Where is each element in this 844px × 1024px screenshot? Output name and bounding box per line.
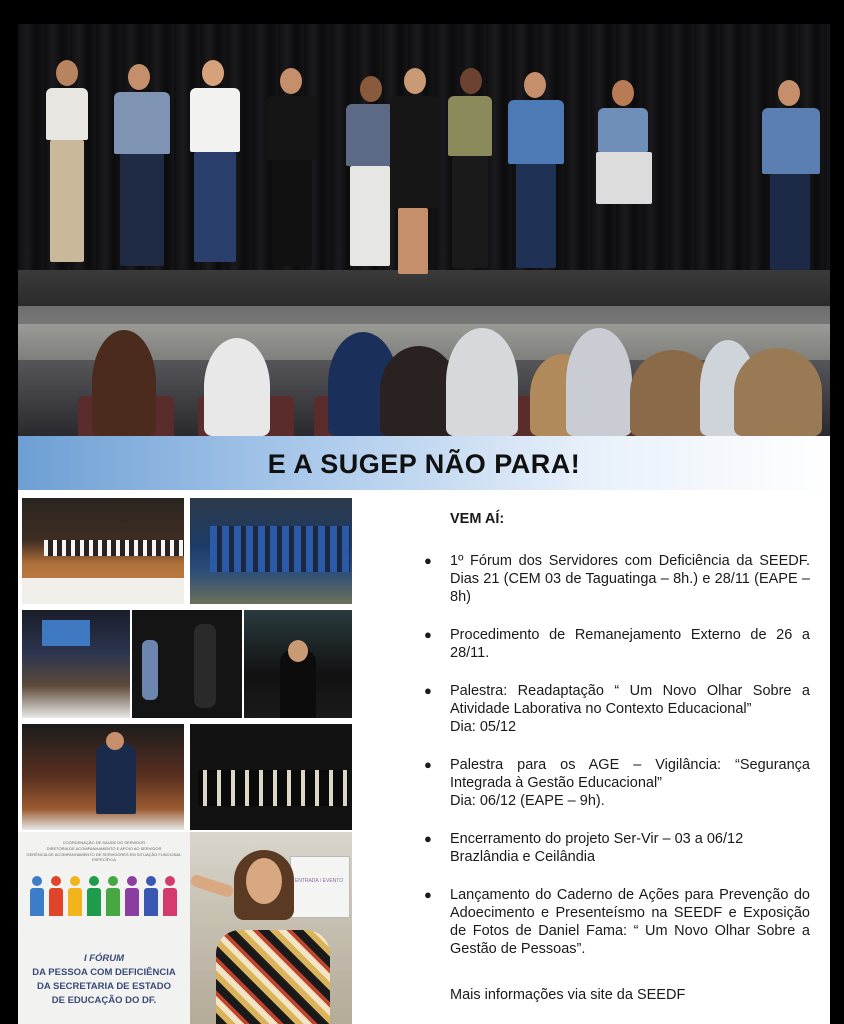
photo-tile (22, 724, 184, 830)
audience-member (446, 328, 518, 436)
announcement-list (420, 552, 810, 958)
entrance-sign: ENTRADA / EVENTO (294, 878, 344, 884)
stage-floor (18, 270, 830, 306)
item-text: Lançamento do Caderno de Ações para Prevenção do Adoecimento e Presenteísmo na SEEDF e Exposição de Fotos de Daniel Fama: “ Um Novo Olhar Sobre a Gestão de Pessoas”. (450, 887, 810, 957)
person-figure-icon (87, 876, 101, 916)
list-item (420, 756, 810, 810)
item-date: Dia: 06/12 (EAPE – 9h). (450, 793, 605, 809)
poster-line: DA SECRETARIA DE ESTADO (36, 981, 172, 992)
section-heading: VEM AÍ: (450, 511, 505, 527)
item-text: Encerramento do projeto Ser-Vir – 03 a 06/12 (450, 831, 744, 847)
person-figure-icon (125, 876, 139, 916)
audience-member (734, 348, 822, 436)
forum-poster (18, 832, 190, 1024)
woman-photo (190, 832, 352, 1024)
list-item (420, 886, 810, 958)
audience-member (204, 338, 270, 436)
photo-tile (22, 610, 130, 718)
poster-small-line: GERÊNCIA DE ACOMPANHAMENTO DE SERVIDORES EM SITUAÇÃO FUNCIONAL ESPECÍFICA (26, 852, 182, 862)
list-item (420, 830, 810, 866)
title-banner (18, 436, 830, 490)
person-figure-icon (144, 876, 158, 916)
photo-tile (22, 498, 184, 604)
bullet-icon: ● (424, 757, 432, 772)
more-info-text: Mais informações via site da SEEDF (450, 987, 686, 1003)
poster-small-line: DIRETORIA DE ACOMPANHAMENTO E APOIO AO SERVIDOR (46, 846, 162, 851)
audience-member (566, 328, 632, 436)
person-figure-icon (30, 876, 44, 916)
poster-forum: I FÓRUM (83, 953, 125, 964)
person-figure-icon (106, 876, 120, 916)
list-item (420, 682, 810, 736)
stage-photo (18, 24, 830, 436)
bullet-icon: ● (424, 683, 432, 698)
person-figure-icon (163, 876, 177, 916)
flyer-page (18, 24, 830, 1024)
item-text: 1º Fórum dos Servidores com Deficiência da SEEDF. Dias 21 (CEM 03 de Taguatinga – 8h.) e 28/11 (EAPE – 8h) (450, 553, 810, 605)
bullet-icon: ● (424, 831, 432, 846)
poster-line: DE EDUCAÇÃO DO DF. (51, 995, 157, 1006)
item-text: Palestra para os AGE – Vigilância: “Segurança Integrada à Gestão Educacional” (450, 757, 810, 791)
item-text: Procedimento de Remanejamento Externo de 26 a 28/11. (450, 627, 810, 661)
list-item (420, 626, 810, 662)
poster-line: DA PESSOA COM DEFICIÊNCIA (32, 967, 176, 978)
photo-tile (244, 610, 352, 718)
item-text: Brazlândia e Ceilândia (450, 849, 596, 865)
photo-collage (18, 490, 356, 1024)
photo-tile (132, 610, 242, 718)
banner-title: E A SUGEP NÃO PARA! (267, 449, 581, 479)
poster-small-line: COORDENAÇÃO DE SAÚDE DO SERVIDOR (62, 840, 146, 845)
item-text: Palestra: Readaptação “ Um Novo Olhar Sobre a Atividade Laborativa no Contexto Educacional” (450, 683, 810, 717)
photo-tile (190, 498, 352, 604)
bullet-icon: ● (424, 627, 432, 642)
audience-member (92, 330, 156, 436)
photo-tile (190, 724, 352, 830)
bullet-icon: ● (424, 553, 432, 568)
item-date: Dia: 05/12 (450, 719, 517, 735)
list-item (420, 552, 810, 606)
person-figure-icon (49, 876, 63, 916)
bullet-icon: ● (424, 887, 432, 902)
person-figure-icon (68, 876, 82, 916)
